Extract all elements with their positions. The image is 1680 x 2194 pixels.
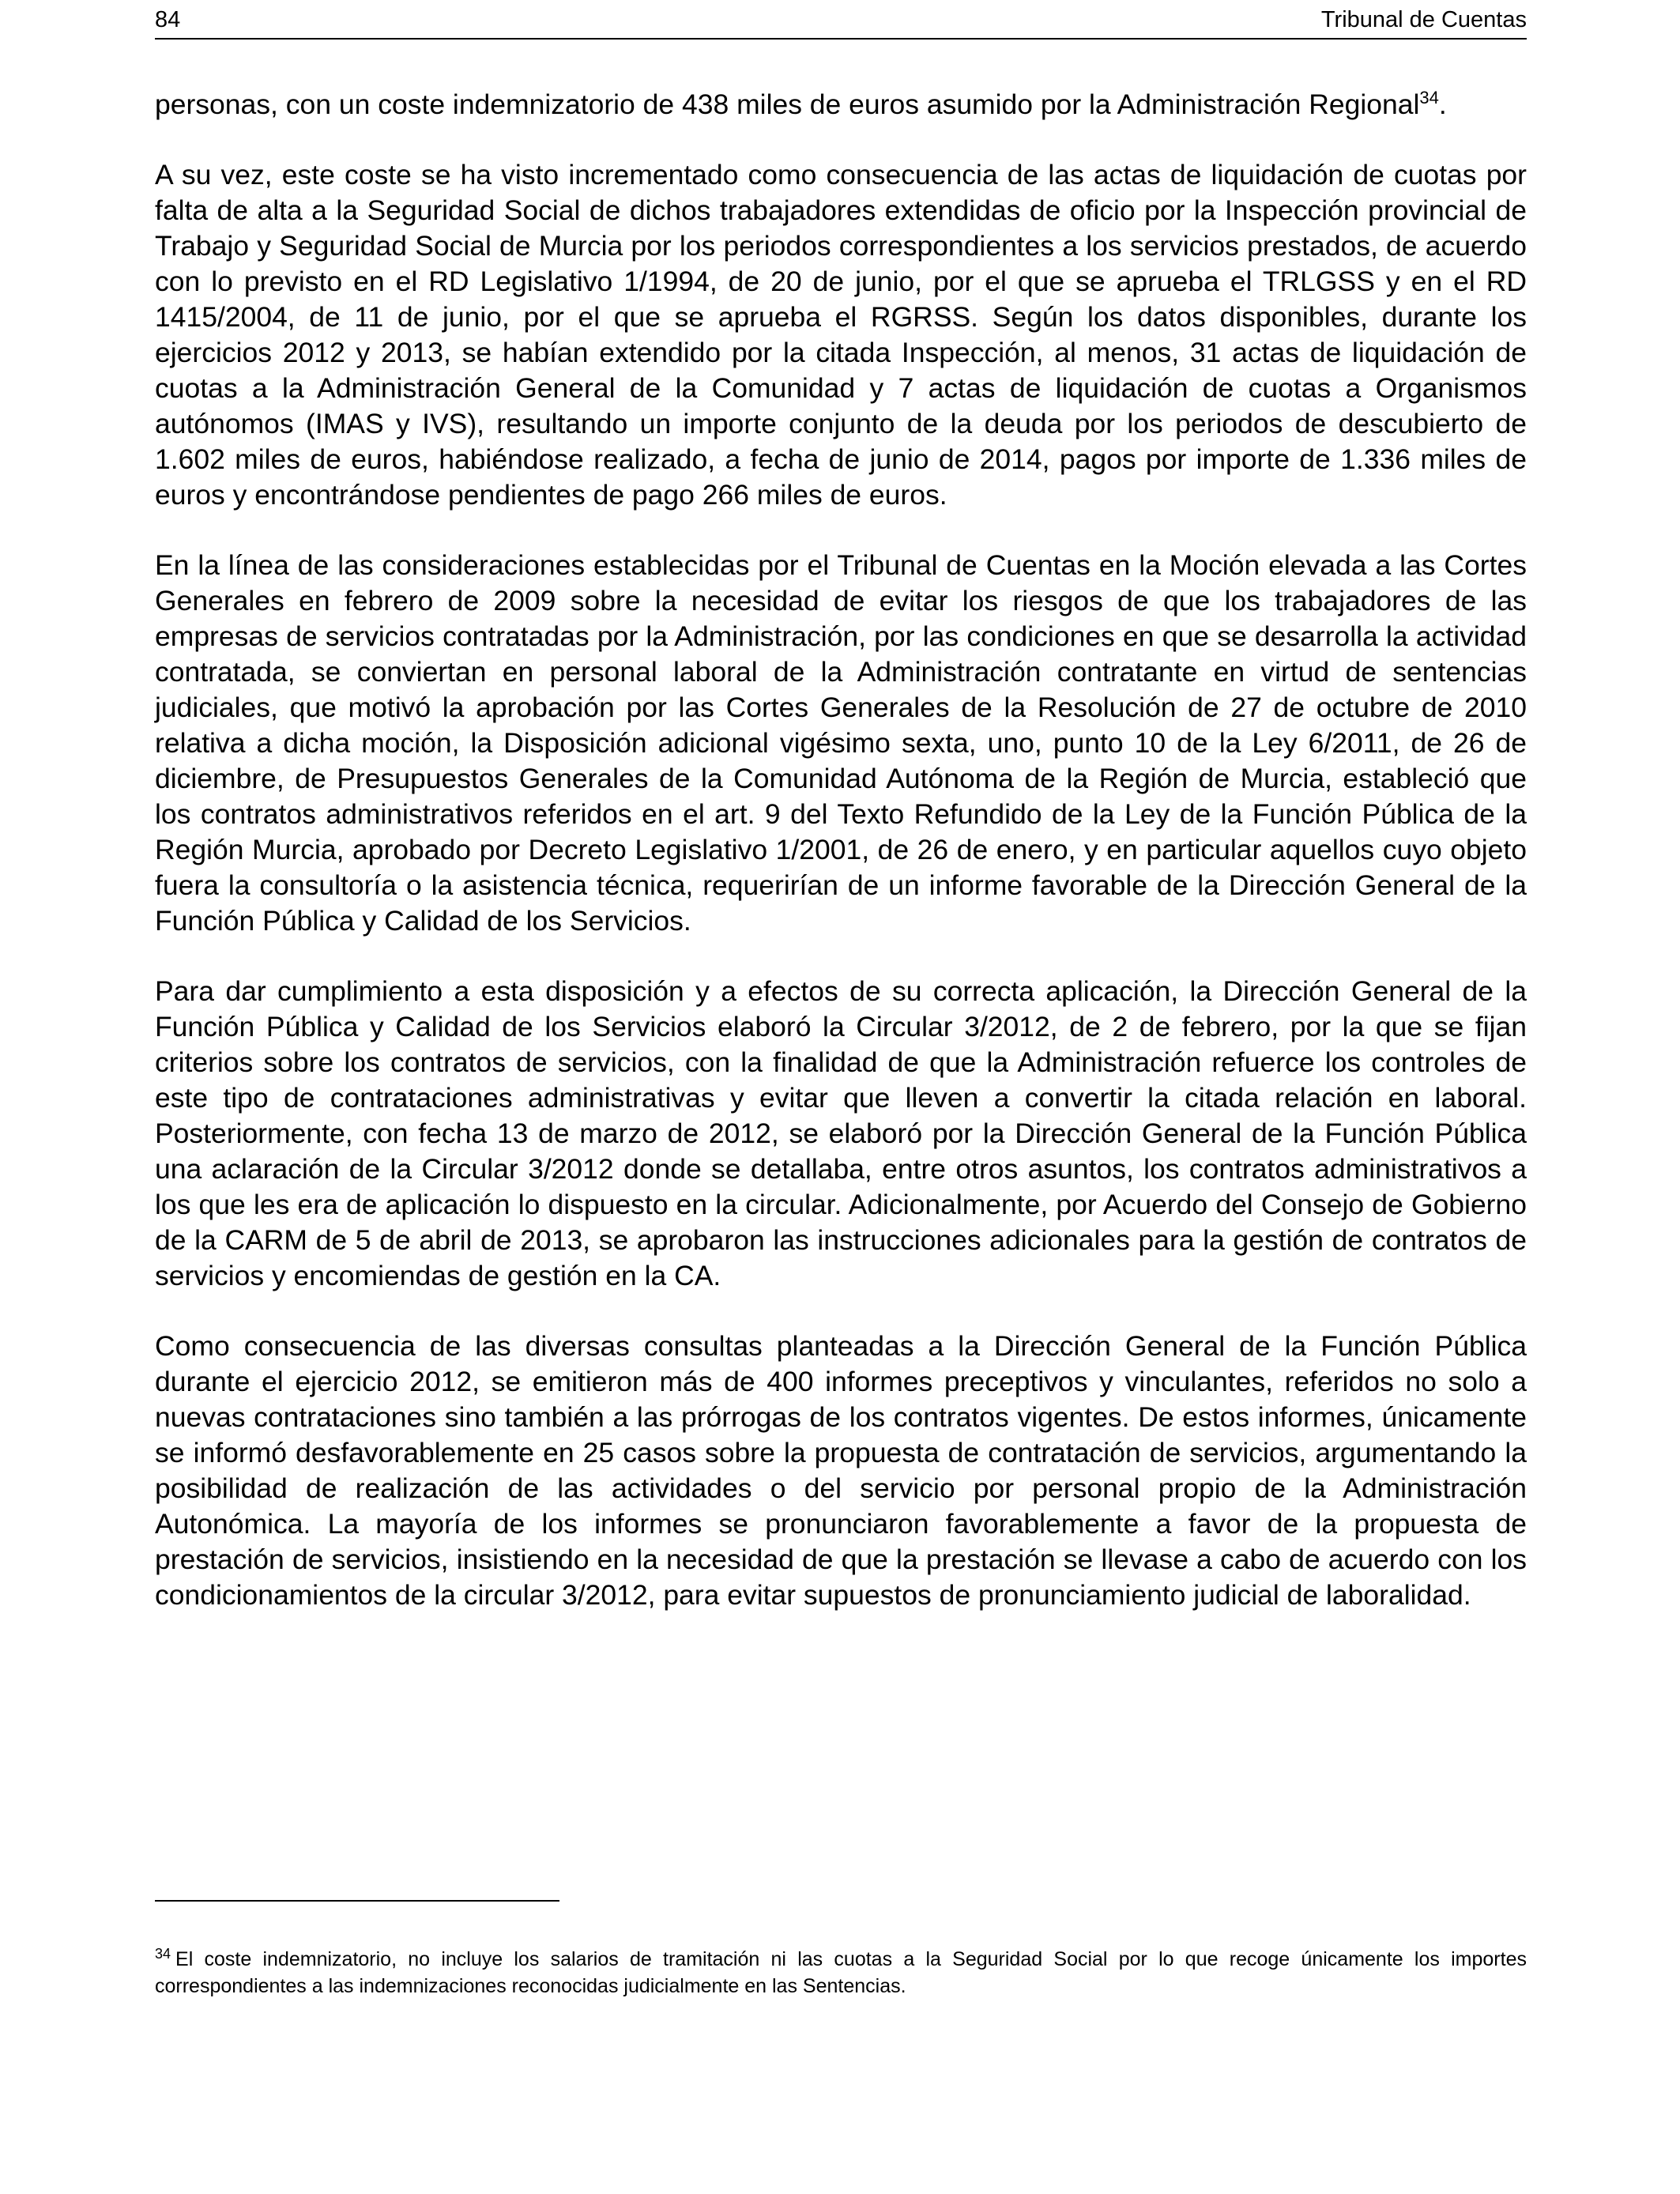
- paragraph-1-text: personas, con un coste indemnizatorio de 438 miles de euros asumido por la Administración Regional: [155, 89, 1420, 120]
- page-number: 84: [155, 7, 181, 32]
- footnote-number: 34: [155, 1945, 171, 1962]
- page-header: [155, 0, 1527, 40]
- paragraph-1-tail: .: [1438, 89, 1447, 120]
- body-text: [155, 87, 1527, 1648]
- paragraph-5: Como consecuencia de las diversas consultas planteadas a la Dirección General de la Función Pública durante el ejercicio 2012, se emitieron más de 400 informes preceptivos y vinculantes, referidos no solo a nuevas contrataciones sino también a las prórrogas de los contratos vigentes. De estos informes, únicamente se informó desfavorablemente en 25 casos sobre la propuesta de contratación de servicios, argumentando la posibilidad de realización de las actividades o del servicio por personal propio de la Administración Autonómica. La mayoría de los informes se pronunciaron favorablemente a favor de la propuesta de prestación de servicios, insistiendo en la necesidad de que la prestación se llevase a cabo de acuerdo con los condicionamientos de la circular 3/2012, para evitar supuestos de pronunciamiento judicial de laboralidad.: [155, 1330, 1527, 1611]
- footnote-divider: [155, 1900, 559, 1902]
- paragraph-1: [155, 87, 1527, 123]
- paragraph-3: En la línea de las consideraciones establecidas por el Tribunal de Cuentas en la Moción elevada a las Cortes Generales en febrero de 2009 sobre la necesidad de evitar los riesgos de que los trabajadores de las empresas de servicios contratadas por la Administración, por las condiciones en que se desarrolla la actividad contratada, se conviertan en personal laboral de la Administración contratante en virtud de sentencias judiciales, que motivó la aprobación por las Cortes Generales de la Resolución de 27 de octubre de 2010 relativa a dicha moción, la Disposición adicional vigésimo sexta, uno, punto 10 de la Ley 6/2011, de 26 de diciembre, de Presupuestos Generales de la Comunidad Autónoma de la Región de Murcia, estableció que los contratos administrativos referidos en el art. 9 del Texto Refundido de la Ley de la Función Pública de la Región Murcia, aprobado por Decreto Legislativo 1/2001, de 26 de enero, y en particular aquellos cuyo objeto fuera la consultoría o la asistencia técnica, requerirían de un informe favorable de la Dirección General de la Función Pública y Calidad de los Servicios.: [155, 549, 1527, 937]
- running-title: Tribunal de Cuentas: [1320, 7, 1527, 32]
- footnote-reference[interactable]: 34: [1419, 88, 1439, 108]
- footnote: [155, 1946, 1527, 2000]
- paragraph-4: Para dar cumplimiento a esta disposición y a efectos de su correcta aplicación, la Dirección General de la Función Pública y Calidad de los Servicios elaboró la Circular 3/2012, de 2 de febrero, por la que se fijan criterios sobre los contratos de servicios, con la finalidad de que la Administración refuerce los controles de este tipo de contrataciones administrativas y evitar que lleven a convertir la citada relación en laboral. Posteriormente, con fecha 13 de marzo de 2012, se elaboró por la Dirección General de la Función Pública una aclaración de la Circular 3/2012 donde se detallaba, entre otros asuntos, los contratos administrativos a los que les era de aplicación lo dispuesto en la circular. Adicionalmente, por Acuerdo del Consejo de Gobierno de la CARM de 5 de abril de 2013, se aprobaron las instrucciones adicionales para la gestión de contratos de servicios y encomiendas de gestión en la CA.: [155, 975, 1527, 1291]
- footnote-text: El coste indemnizatorio, no incluye los salarios de tramitación ni las cuotas a la Seguridad Social por lo que recoge únicamente los importes correspondientes a las indemnizaciones reconocidas judicialmente en las Sentencias.: [155, 1948, 1527, 1997]
- paragraph-2: A su vez, este coste se ha visto incrementado como consecuencia de las actas de liquidación de cuotas por falta de alta a la Seguridad Social de dichos trabajadores extendidas de oficio por la Inspección provincial de Trabajo y Seguridad Social de Murcia por los periodos correspondientes a los servicios prestados, de acuerdo con lo previsto en el RD Legislativo 1/1994, de 20 de junio, por el que se aprueba el TRLGSS y en el RD 1415/2004, de 11 de junio, por el que se aprueba el RGRSS. Según los datos disponibles, durante los ejercicios 2012 y 2013, se habían extendido por la citada Inspección, al menos, 31 actas de liquidación de cuotas a la Administración General de la Comunidad y 7 actas de liquidación de cuotas a Organismos autónomos (IMAS y IVS), resultando un importe conjunto de la deuda por los periodos de descubierto de 1.602 miles de euros, habiéndose realizado, a fecha de junio de 2014, pagos por importe de 1.336 miles de euros y encontrándose pendientes de pago 266 miles de euros.: [155, 159, 1527, 511]
